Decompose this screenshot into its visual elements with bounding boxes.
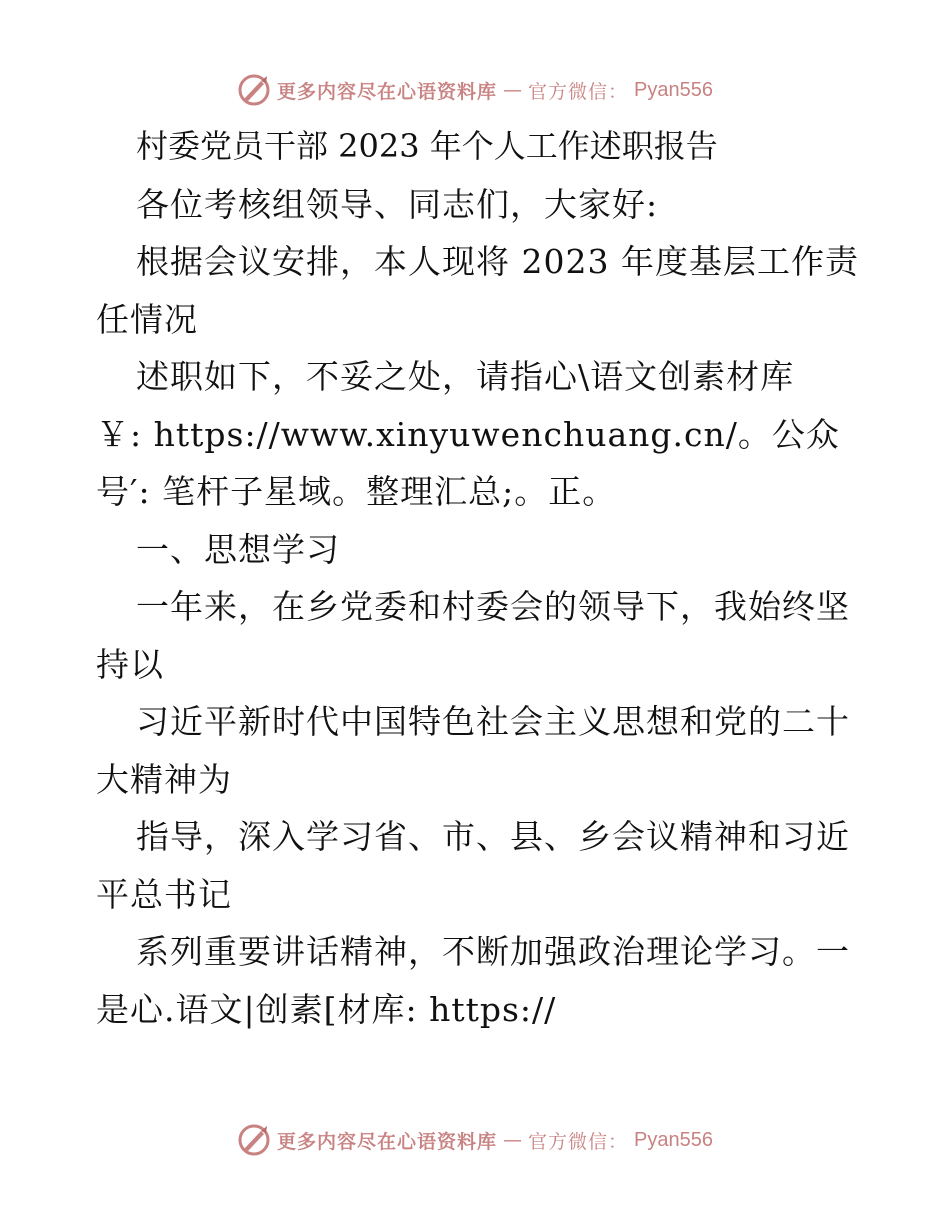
paragraph-line: ￥: https://www.xinyuwenchuang.cn/。公众: [96, 414, 840, 454]
banner-dash: —: [503, 79, 523, 101]
banner-wechat-id: Pyan556: [634, 78, 713, 101]
paragraph-line: 习近平新时代中国特色社会主义思想和党的二十: [136, 702, 850, 741]
quill-logo-icon: [237, 1123, 271, 1157]
banner-wechat-label: 官方微信：: [528, 80, 629, 103]
paragraph-line: 系列重要讲话精神，不断加强政治理论学习。一: [136, 932, 850, 971]
banner-text: 更多内容尽在心语资料库: [277, 80, 498, 103]
paragraph-line: 一年来，在乡党委和村委会的领导下，我始终坚: [136, 587, 850, 626]
paragraph-line: 大精神为: [96, 759, 232, 799]
paragraph-line: 平总书记: [96, 874, 232, 914]
header-watermark-banner: [0, 70, 950, 110]
section-heading: 一、思想学习: [136, 529, 340, 569]
greeting-line: 各位考核组领导、同志们，大家好:: [136, 184, 659, 224]
banner-wechat-label: 官方微信：: [528, 1130, 629, 1153]
paragraph-line: 号′: 笔杆子星域。整理汇总;。正。: [96, 472, 617, 511]
paragraph-line: 持以: [96, 644, 164, 684]
paragraph-line: 指导，深入学习省、市、县、乡会议精神和习近: [136, 817, 850, 856]
document-title: 村委党员干部 2023 年个人工作述职报告: [136, 127, 718, 165]
quill-logo-icon: [237, 73, 271, 107]
paragraph-line: 任情况: [96, 299, 198, 339]
banner-dash: —: [503, 1129, 523, 1151]
paragraph-line: 述职如下，不妥之处，请指心\语文创素材库: [136, 357, 795, 396]
paragraph-line: 根据会议安排，本人现将 2023 年度基层工作责: [136, 242, 859, 281]
document-body: [96, 118, 859, 1038]
banner-wechat-id: Pyan556: [634, 1128, 713, 1151]
paragraph-line: 是心.语文|创素[材库: https://: [96, 989, 557, 1029]
banner-text: 更多内容尽在心语资料库: [277, 1130, 498, 1153]
footer-watermark-banner: [0, 1120, 950, 1160]
